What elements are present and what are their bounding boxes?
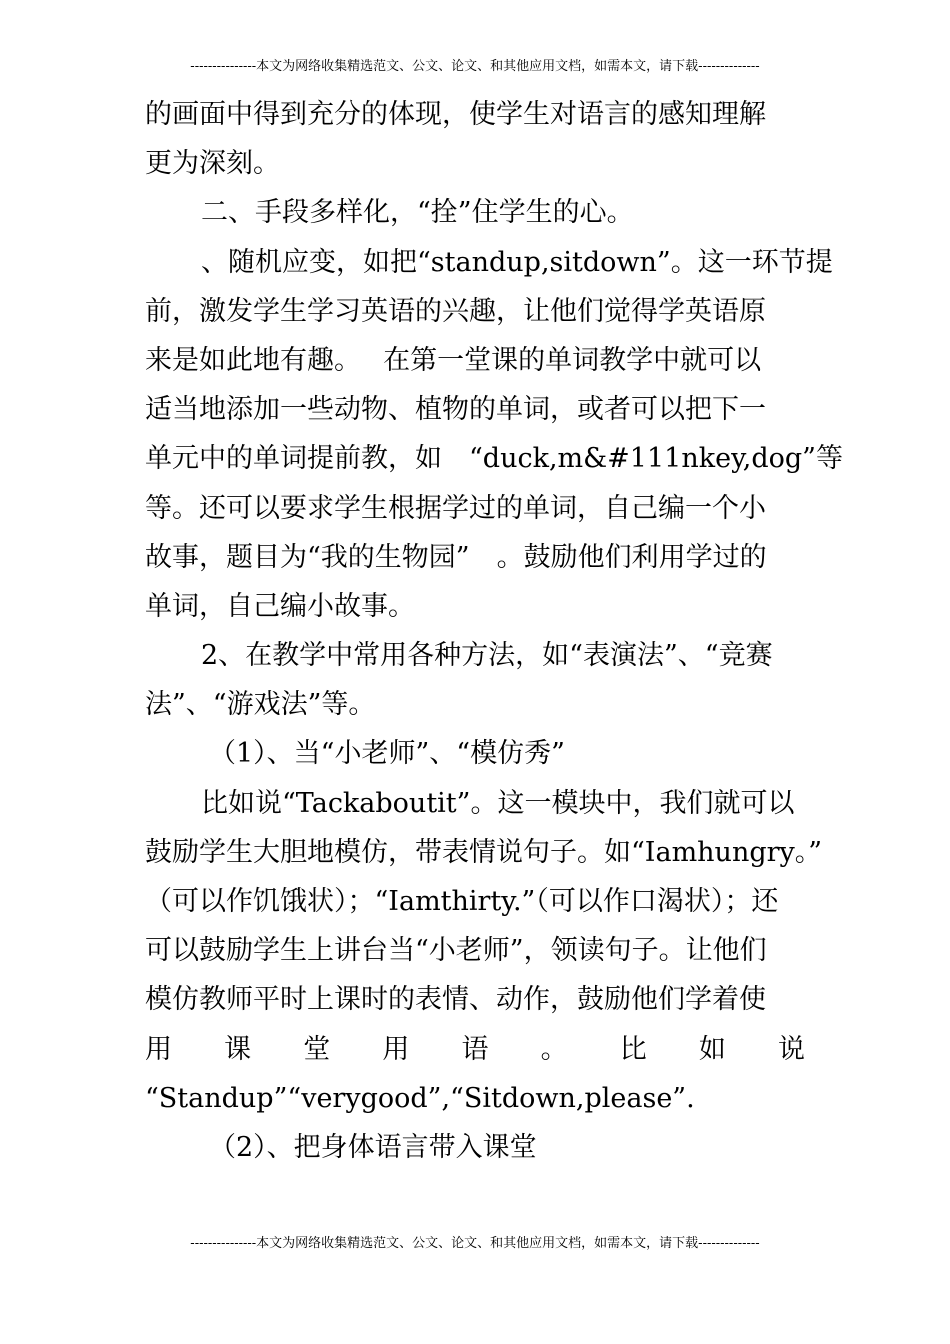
document-body [145, 90, 843, 1172]
spread-char: 如 [698, 1033, 726, 1065]
subsection-heading: （2）、把身体语言带入课堂 [209, 1131, 537, 1163]
section-heading: 二、手段多样化，“拴”住学生的心。 [201, 197, 634, 229]
spread-char: 用 [382, 1033, 410, 1065]
text-line: 、随机应变，如把“standup,sitdown”。这一环节提 [201, 246, 833, 278]
spread-char: 语 [461, 1033, 489, 1065]
spread-text-line [145, 1025, 805, 1074]
text-line: 单元中的单词提前教，如 “duck,m&#111nkey,dog”等 [145, 443, 843, 475]
page-footer: ---------------本文为网络收集精选范文、公文、论文、和其他应用文档，如需本文，请下载-------------- [190, 1236, 760, 1251]
page-header: ---------------本文为网络收集精选范文、公文、论文、和其他应用文档，如需本文，请下载-------------- [190, 59, 760, 74]
text-line: 更为深刻。 [145, 148, 280, 180]
text-line: 2、在教学中常用各种方法，如“表演法”、“竞赛 [201, 640, 773, 672]
spread-char: 说 [778, 1033, 805, 1065]
spread-char: 课 [224, 1033, 252, 1065]
text-line: （可以作饥饿状）；“Iamthirty.”（可以作口渴状）；还 [145, 886, 779, 917]
text-line: 法”、“游戏法”等。 [145, 689, 376, 721]
text-line: 的画面中得到充分的体现，使学生对语言的感知理解 [145, 99, 766, 130]
text-line: 等。还可以要求学生根据学过的单词，自己编一个小 [145, 492, 766, 524]
spread-char: 比 [619, 1033, 647, 1065]
spread-char: 。 [540, 1033, 568, 1065]
text-line: “Standup”“verygood”,“Sitdown,please”. [145, 1082, 695, 1114]
text-line: 适当地添加一些动物、植物的单词，或者可以把下一 [145, 394, 766, 426]
text-line: 可以鼓励学生上讲台当“小老师”，领读句子。让他们 [145, 935, 767, 967]
text-line: 模仿教师平时上课时的表情、动作，鼓励他们学着使 [145, 984, 766, 1016]
text-line: 故事，题目为“我的生物园” 。鼓励他们利用学过的 [145, 541, 767, 573]
text-line: 鼓励学生大胆地模仿，带表情说句子。如“Iamhungry。” [145, 836, 823, 868]
text-line: 比如说“Tackaboutit”。这一模块中，我们就可以 [201, 787, 795, 819]
text-line: 单词，自己编小故事。 [145, 590, 415, 622]
spread-char: 堂 [303, 1033, 331, 1065]
spread-char: 用 [145, 1033, 172, 1065]
text-line: 来是如此地有趣。 在第一堂课的单词教学中就可以 [145, 344, 762, 376]
text-line: 前，激发学生学习英语的兴趣，让他们觉得学英语原 [145, 295, 766, 327]
subsection-heading: （1）、当“小老师”、“模仿秀” [209, 738, 565, 770]
